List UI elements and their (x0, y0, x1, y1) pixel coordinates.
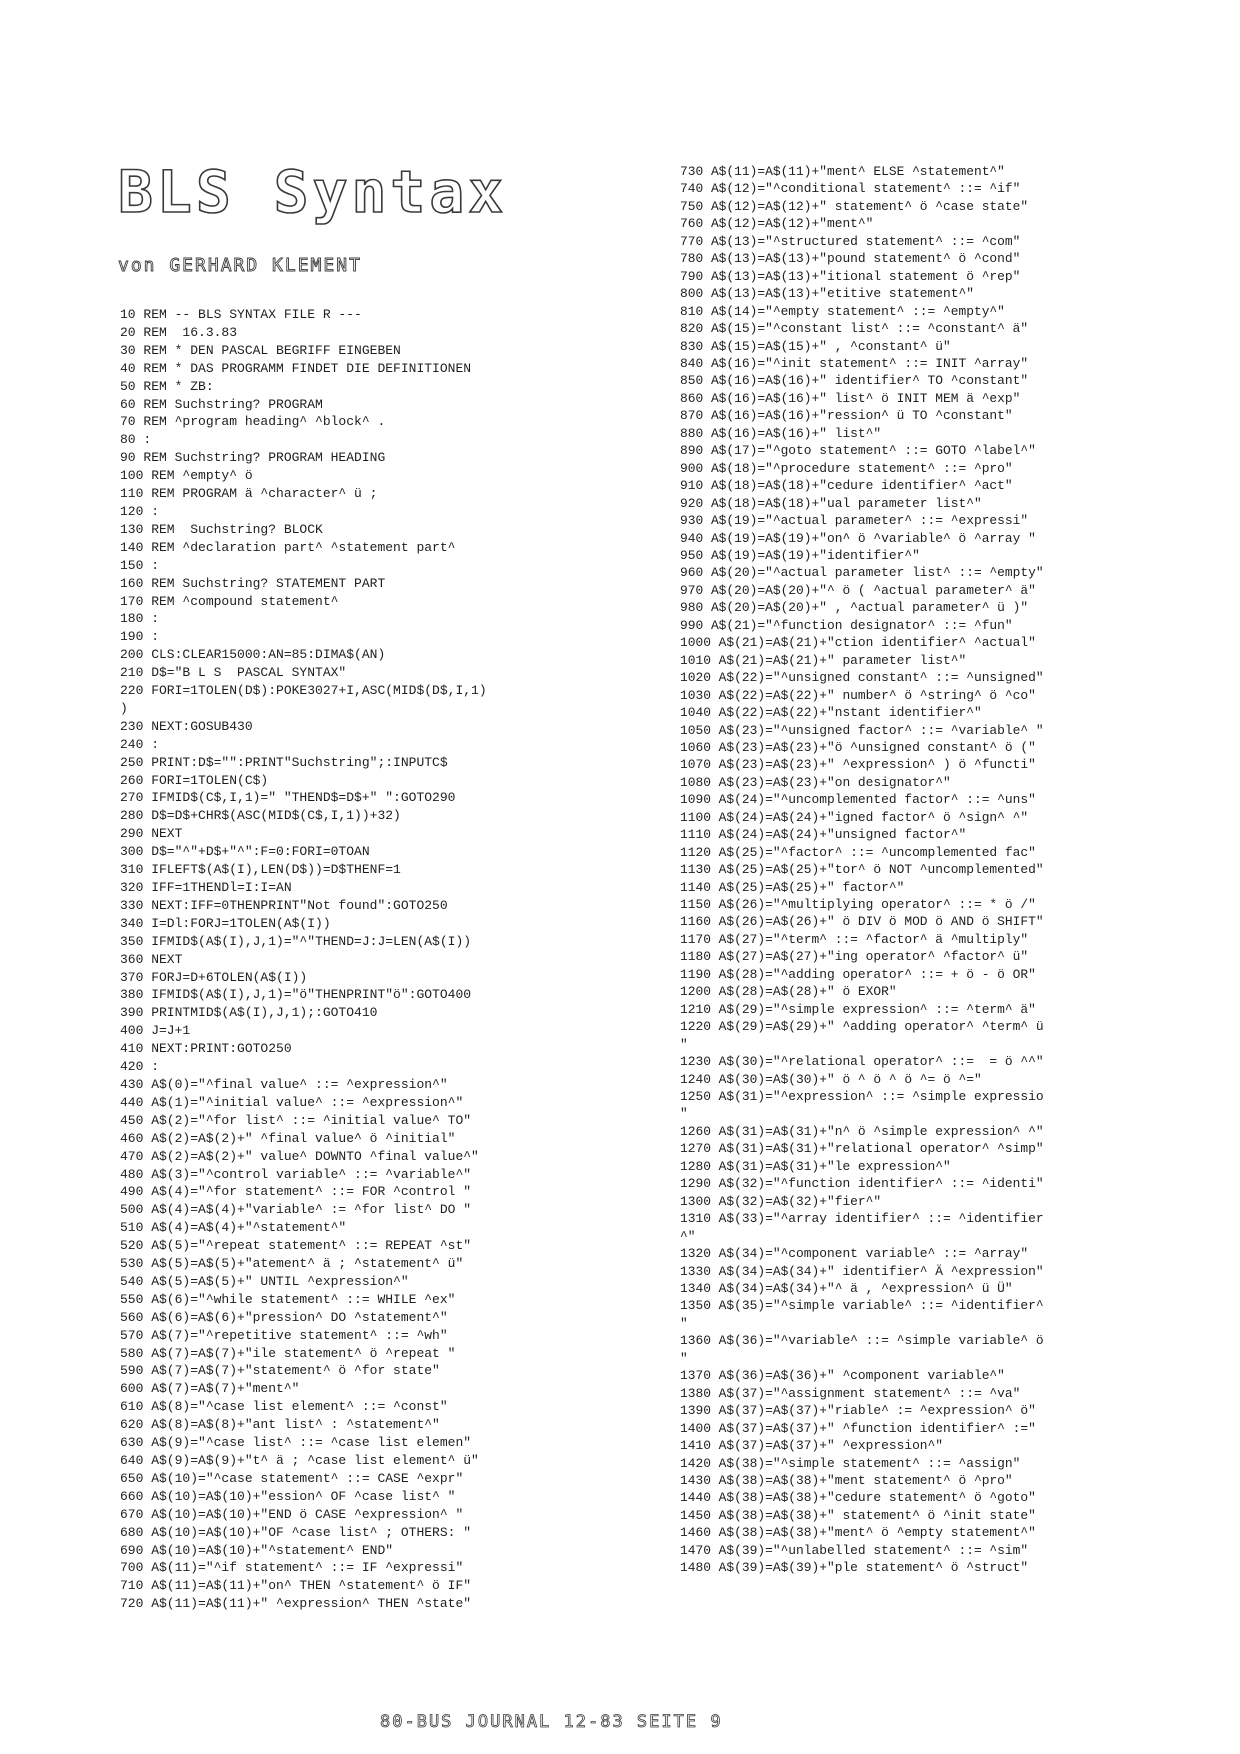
listing-line: 990 A$(21)="^function designator^ ::= ^fun" (680, 617, 1013, 633)
listing-line: 930 A$(19)="^actual parameter^ ::= ^expressi" (680, 513, 1029, 529)
listing-line: 650 A$(10)="^case statement^ ::= CASE ^expr" (120, 1470, 464, 1486)
page-footer: 80-BUS JOURNAL 12-83 SEITE 9 (380, 1712, 723, 1732)
listing-line: 1140 A$(25)=A$(25)+" factor^" (680, 879, 905, 895)
listing-line: 190 : (120, 629, 160, 645)
listing-line: 560 A$(6)=A$(6)+"pression^ DO ^statement^" (120, 1309, 448, 1325)
listing-line: 1310 A$(33)="^array identifier^ ::= ^identifier (680, 1211, 1044, 1227)
listing-line: 1250 A$(31)="^expression^ ::= ^simple expressio (680, 1089, 1044, 1105)
listing-line: 20 REM 16.3.83 (120, 324, 238, 340)
listing-line: 410 NEXT:PRINT:GOTO250 (120, 1041, 292, 1057)
listing-line: 210 D$="B L S PASCAL SYNTAX" (120, 665, 347, 681)
listing-line: 420 : (120, 1059, 160, 1075)
listing-line: 50 REM * ZB: (120, 378, 214, 394)
listing-line: ) (120, 700, 128, 716)
listing-line: 150 : (120, 557, 160, 573)
listing-line: 1420 A$(38)="^simple statement^ ::= ^assign" (680, 1455, 1021, 1471)
listing-line: 30 REM * DEN PASCAL BEGRIFF EINGEBEN (120, 342, 401, 358)
listing-line: 1400 A$(37)=A$(37)+" ^function identifier^ :=" (680, 1420, 1036, 1436)
listing-line: 740 A$(12)="^conditional statement^ ::= ^if" (680, 181, 1021, 197)
listing-line: 400 J=J+1 (120, 1023, 191, 1039)
listing-line: 1320 A$(34)="^component variable^ ::= ^array" (680, 1246, 1029, 1262)
listing-line: 470 A$(2)=A$(2)+" value^ DOWNTO ^final value^" (120, 1148, 479, 1164)
listing-line: 40 REM * DAS PROGRAMM FINDET DIE DEFINITIONEN (120, 360, 472, 376)
listing-line: 1090 A$(24)="^uncomplemented factor^ ::= ^uns" (680, 792, 1036, 808)
listing-line: 10 REM -- BLS SYNTAX FILE R --- (120, 307, 362, 322)
listing-line: 1440 A$(38)=A$(38)+"cedure statement^ ö ^goto" (680, 1490, 1036, 1506)
listing-line: 1200 A$(28)=A$(28)+" ö EXOR" (680, 984, 897, 1000)
listing-line: ^" (680, 1228, 696, 1244)
listing-line: 820 A$(15)="^constant list^ ::= ^constant^ ä" (680, 321, 1029, 337)
listing-line: 1160 A$(26)=A$(26)+" ö DIV ö MOD ö AND ö SHIFT" (680, 914, 1044, 930)
listing-line: 680 A$(10)=A$(10)+"OF ^case list^ ; OTHERS: " (120, 1524, 472, 1540)
listing-line: 730 A$(11)=A$(11)+"ment^ ELSE ^statement^" (680, 164, 1005, 179)
listing-line: 80 : (120, 432, 152, 448)
listing-line: 1360 A$(36)="^variable^ ::= ^simple variable^ ö (680, 1333, 1044, 1349)
listing-line: " (680, 1106, 688, 1122)
listing-line: 610 A$(8)="^case list element^ ::= ^const" (120, 1399, 448, 1415)
listing-line: 1030 A$(22)=A$(22)+" number^ ö ^string^ ö ^co" (680, 687, 1036, 703)
listing-line: 1180 A$(27)=A$(27)+"ing operator^ ^factor^ ü" (680, 949, 1029, 965)
listing-line: 630 A$(9)="^case list^ ::= ^case list elemen" (120, 1435, 472, 1451)
listing-line: 910 A$(18)=A$(18)+"cedure identifier^ ^act" (680, 478, 1013, 494)
listing-line: 1190 A$(28)="^adding operator^ ::= + ö - ö OR" (680, 966, 1036, 982)
listing-line: 260 FORI=1TOLEN(C$) (120, 772, 269, 788)
listing-line: 1210 A$(29)="^simple expression^ ::= ^term^ ä" (680, 1001, 1036, 1017)
listing-line: 800 A$(13)=A$(13)+"etitive statement^" (680, 286, 974, 302)
listing-line: 1450 A$(38)=A$(38)+" statement^ ö ^init state" (680, 1507, 1036, 1523)
listing-line: 170 REM ^compound statement^ (120, 593, 339, 609)
listing-line: 430 A$(0)="^final value^ ::= ^expression^" (120, 1076, 448, 1092)
listing-line: 580 A$(7)=A$(7)+"ile statement^ ö ^repeat " (120, 1345, 456, 1361)
listing-line: 230 NEXT:GOSUB430 (120, 718, 253, 734)
listing-line: 830 A$(15)=A$(15)+" , ^constant^ ü" (680, 338, 951, 354)
listing-line: 1000 A$(21)=A$(21)+"ction identifier^ ^actual" (680, 635, 1036, 651)
listing-line: 1330 A$(34)=A$(34)+" identifier^ Ä ^expression" (680, 1263, 1044, 1279)
program-listing-right-column (680, 163, 1220, 1577)
listing-line: 550 A$(6)="^while statement^ ::= WHILE ^ex" (120, 1291, 456, 1307)
listing-line: 890 A$(17)="^goto statement^ ::= GOTO ^label^" (680, 443, 1036, 459)
listing-line: 940 A$(19)=A$(19)+"on^ ö ^variable^ ö ^array " (680, 530, 1036, 546)
listing-line: 350 IFMID$(A$(I),J,1)="^"THEND=J:J=LEN(A$(I)) (120, 933, 472, 949)
listing-line: 1290 A$(32)="^function identifier^ ::= ^identi" (680, 1176, 1044, 1192)
listing-line: 340 I=Dl:FORJ=1TOLEN(A$(I)) (120, 915, 331, 931)
listing-line: 500 A$(4)=A$(4)+"variable^ := ^for list^ DO " (120, 1202, 472, 1218)
listing-line: 620 A$(8)=A$(8)+"ant list^ : ^statement^" (120, 1417, 440, 1433)
listing-line: 1100 A$(24)=A$(24)+"igned factor^ ö ^sign^ ^" (680, 809, 1029, 825)
listing-line: 130 REM Suchstring? BLOCK (120, 521, 323, 537)
author-byline: von GERHARD KLEMENT (118, 255, 362, 276)
listing-line: 1020 A$(22)="^unsigned constant^ ::= ^unsigned" (680, 670, 1044, 686)
listing-line: 810 A$(14)="^empty statement^ ::= ^empty^" (680, 303, 1005, 319)
listing-line: 100 REM ^empty^ ö (120, 468, 253, 484)
program-listing-left-column (120, 306, 680, 1613)
listing-line: 870 A$(16)=A$(16)+"ression^ ü TO ^constant" (680, 408, 1013, 424)
article-title: BLS Syntax (118, 158, 508, 226)
listing-line: 1070 A$(23)=A$(23)+" ^expression^ ) ö ^functi" (680, 757, 1036, 773)
listing-line: 900 A$(18)="^procedure statement^ ::= ^pro" (680, 460, 1013, 476)
listing-line: 1460 A$(38)=A$(38)+"ment^ ö ^empty statement^" (680, 1525, 1036, 1541)
listing-line: 480 A$(3)="^control variable^ ::= ^variable^" (120, 1166, 472, 1182)
listing-line: 880 A$(16)=A$(16)+" list^" (680, 425, 882, 441)
listing-line: 90 REM Suchstring? PROGRAM HEADING (120, 450, 386, 466)
listing-line: 490 A$(4)="^for statement^ ::= FOR ^control " (120, 1184, 472, 1200)
listing-line: 530 A$(5)=A$(5)+"atement^ ä ; ^statement^ ü" (120, 1256, 464, 1272)
listing-line: 370 FORJ=D+6TOLEN(A$(I)) (120, 969, 308, 985)
listing-line: 1390 A$(37)=A$(37)+"riable^ := ^expression^ ö" (680, 1403, 1036, 1419)
listing-line: 390 PRINTMID$(A$(I),J,1);:GOTO410 (120, 1005, 378, 1021)
listing-line: 1130 A$(25)=A$(25)+"tor^ ö NOT ^uncomplemented" (680, 862, 1044, 878)
listing-line: 460 A$(2)=A$(2)+" ^final value^ ö ^initial" (120, 1130, 456, 1146)
listing-line: 640 A$(9)=A$(9)+"t^ ä ; ^case list element^ ü" (120, 1453, 479, 1468)
listing-line: 290 NEXT (120, 826, 183, 842)
listing-line: 1150 A$(26)="^multiplying operator^ ::= * ö /" (680, 897, 1036, 913)
listing-line: 1300 A$(32)=A$(32)+"fier^" (680, 1193, 882, 1209)
listing-line: 1080 A$(23)=A$(23)+"on designator^" (680, 774, 951, 790)
listing-line: 790 A$(13)=A$(13)+"itional statement ö ^rep" (680, 268, 1021, 284)
listing-line: 950 A$(19)=A$(19)+"identifier^" (680, 547, 920, 563)
listing-line: 1230 A$(30)="^relational operator^ ::= = ö ^^" (680, 1054, 1044, 1070)
listing-line: 1170 A$(27)="^term^ ::= ^factor^ ä ^multiply" (680, 931, 1029, 947)
listing-line: 1430 A$(38)=A$(38)+"ment statement^ ö ^pro" (680, 1472, 1013, 1488)
listing-line: 1380 A$(37)="^assignment statement^ ::= ^va" (680, 1385, 1021, 1401)
listing-line: 540 A$(5)=A$(5)+" UNTIL ^expression^" (120, 1273, 409, 1289)
listing-line: 1050 A$(23)="^unsigned factor^ ::= ^variable^ " (680, 722, 1044, 738)
listing-line: 380 IFMID$(A$(I),J,1)="ö"THENPRINT"ö":GOTO400 (120, 987, 472, 1003)
listing-line: 300 D$="^"+D$+"^":F=0:FORI=0TOAN (120, 844, 370, 860)
listing-line: 450 A$(2)="^for list^ ::= ^initial value^ TO" (120, 1112, 472, 1128)
listing-line: 720 A$(11)=A$(11)+" ^expression^ THEN ^state" (120, 1596, 472, 1612)
listing-line: " (680, 1036, 688, 1052)
listing-line: 1340 A$(34)=A$(34)+"^ ä , ^expression^ ü Ü" (680, 1281, 1013, 1296)
listing-line: 710 A$(11)=A$(11)+"on^ THEN ^statement^ ö IF" (120, 1578, 472, 1594)
listing-line: 1480 A$(39)=A$(39)+"ple statement^ ö ^struct" (680, 1560, 1029, 1576)
listing-line: 180 : (120, 611, 160, 627)
listing-line: 840 A$(16)="^init statement^ ::= INIT ^array" (680, 355, 1029, 371)
listing-line: 240 : (120, 736, 160, 752)
listing-line: 780 A$(13)=A$(13)+"pound statement^ ö ^cond" (680, 251, 1021, 267)
listing-line: 250 PRINT:D$="":PRINT"Suchstring";:INPUTC$ (120, 754, 448, 770)
listing-line: 970 A$(20)=A$(20)+"^ ö ( ^actual parameter^ ä" (680, 582, 1036, 598)
listing-line: 1470 A$(39)="^unlabelled statement^ ::= ^sim" (680, 1542, 1029, 1558)
listing-line: 1060 A$(23)=A$(23)+"ö ^unsigned constant^ ö (" (680, 739, 1036, 755)
listing-line: 1110 A$(24)=A$(24)+"unsigned factor^" (680, 827, 967, 843)
listing-line: 280 D$=D$+CHR$(ASC(MID$(C$,I,1))+32) (120, 808, 401, 824)
listing-line: 220 FORI=1TOLEN(D$):POKE3027+I,ASC(MID$(D$,I,1) (120, 683, 487, 699)
listing-line: 120 : (120, 503, 160, 519)
listing-line: 70 REM ^program heading^ ^block^ . (120, 414, 386, 430)
listing-line: 660 A$(10)=A$(10)+"ession^ OF ^case list^ " (120, 1488, 456, 1504)
listing-line: 760 A$(12)=A$(12)+"ment^" (680, 216, 874, 232)
listing-line: 330 NEXT:IFF=0THENPRINT"Not found":GOTO250 (120, 897, 448, 913)
listing-line: 310 IFLEFT$(A$(I),LEN(D$))=D$THENF=1 (120, 862, 401, 878)
listing-line: 690 A$(10)=A$(10)+"^statement^ END" (120, 1542, 394, 1558)
listing-line: 110 REM PROGRAM ä ^character^ ü ; (120, 486, 378, 502)
listing-line: 850 A$(16)=A$(16)+" identifier^ TO ^constant" (680, 373, 1029, 389)
listing-line: " (680, 1315, 688, 1331)
listing-line: 1270 A$(31)=A$(31)+"relational operator^ ^simp" (680, 1141, 1044, 1157)
listing-line: 700 A$(11)="^if statement^ ::= IF ^expressi" (120, 1560, 464, 1576)
listing-line: 960 A$(20)="^actual parameter list^ ::= ^empty" (680, 565, 1044, 581)
listing-line: 270 IFMID$(C$,I,1)=" "THEND$=D$+" ":GOTO290 (120, 790, 456, 806)
listing-line: 770 A$(13)="^structured statement^ ::= ^com" (680, 233, 1021, 249)
listing-line: 570 A$(7)="^repetitive statement^ ::= ^wh" (120, 1327, 448, 1343)
listing-line: 200 CLS:CLEAR15000:AN=85:DIMA$(AN) (120, 647, 386, 663)
listing-line: 1260 A$(31)=A$(31)+"n^ ö ^simple expression^ ^" (680, 1123, 1044, 1139)
listing-line: 360 NEXT (120, 951, 183, 967)
listing-line: 60 REM Suchstring? PROGRAM (120, 396, 323, 412)
listing-line: 520 A$(5)="^repeat statement^ ::= REPEAT ^st" (120, 1238, 472, 1254)
listing-line: 670 A$(10)=A$(10)+"END ö CASE ^expression^ " (120, 1506, 464, 1522)
listing-line: 1120 A$(25)="^factor^ ::= ^uncomplemented fac" (680, 844, 1036, 860)
listing-line: 1350 A$(35)="^simple variable^ ::= ^identifier^ (680, 1298, 1044, 1314)
listing-line: 1410 A$(37)=A$(37)+" ^expression^" (680, 1438, 944, 1454)
listing-line: 600 A$(7)=A$(7)+"ment^" (120, 1381, 300, 1397)
listing-line: 590 A$(7)=A$(7)+"statement^ ö ^for state" (120, 1363, 440, 1379)
listing-line: " (680, 1350, 688, 1366)
listing-line: 750 A$(12)=A$(12)+" statement^ ö ^case state" (680, 198, 1029, 214)
listing-line: 320 IFF=1THENDl=I:I=AN (120, 880, 292, 895)
listing-line: 1010 A$(21)=A$(21)+" parameter list^" (680, 652, 967, 668)
listing-line: 1220 A$(29)=A$(29)+" ^adding operator^ ^term^ ü (680, 1019, 1044, 1035)
listing-line: 160 REM Suchstring? STATEMENT PART (120, 575, 386, 591)
listing-line: 1040 A$(22)=A$(22)+"nstant identifier^" (680, 705, 982, 721)
listing-line: 980 A$(20)=A$(20)+" , ^actual parameter^ ü )" (680, 600, 1029, 616)
listing-line: 860 A$(16)=A$(16)+" list^ ö INIT MEM ä ^exp" (680, 390, 1021, 406)
listing-line: 510 A$(4)=A$(4)+"^statement^" (120, 1220, 347, 1236)
listing-line: 140 REM ^declaration part^ ^statement part^ (120, 539, 456, 555)
listing-line: 1280 A$(31)=A$(31)+"le expression^" (680, 1158, 951, 1174)
listing-line: 1240 A$(30)=A$(30)+" ö ^ ö ^ ö ^= ö ^=" (680, 1071, 982, 1087)
listing-line: 920 A$(18)=A$(18)+"ual parameter list^" (680, 495, 982, 511)
listing-line: 440 A$(1)="^initial value^ ::= ^expression^" (120, 1094, 464, 1110)
listing-line: 1370 A$(36)=A$(36)+" ^component variable^" (680, 1368, 1005, 1384)
